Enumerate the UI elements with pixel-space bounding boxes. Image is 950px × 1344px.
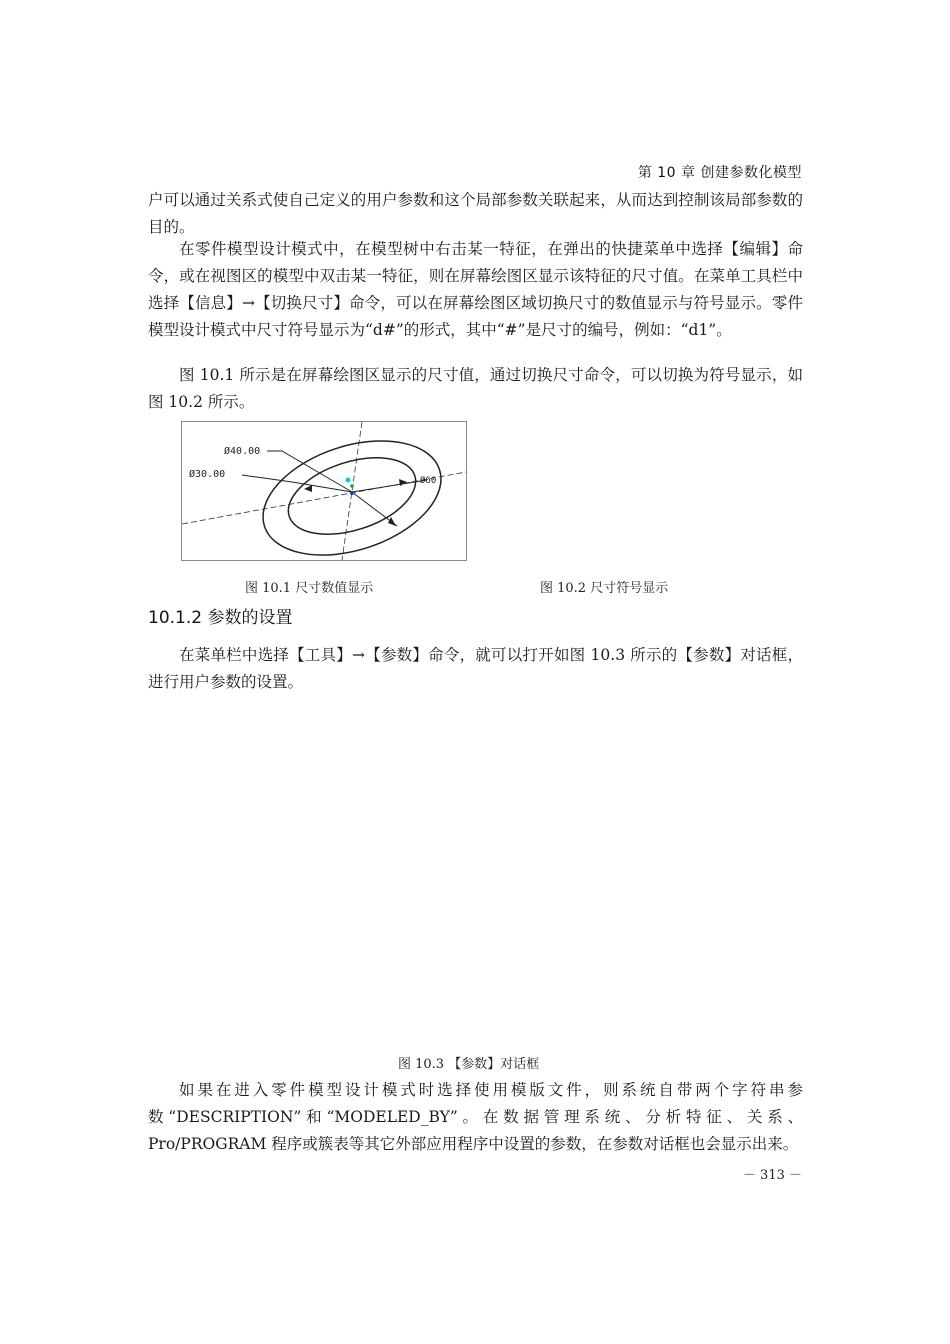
caption-figure-10-1: 图 10.1 尺寸数值显示	[245, 581, 374, 596]
arrowhead-lower	[388, 517, 396, 526]
running-head: 第 10 章 创建参数化模型	[637, 165, 802, 181]
dim-outer-label: Ø40.00	[224, 446, 261, 457]
paragraph-figure-reference: 图 10.1 所示是在屏幕绘图区显示的尺寸值，通过切换尺寸命令，可以切换为符号显示，如图 10.2 所示。	[148, 366, 803, 411]
paragraph-parameter-dialog: 在菜单栏中选择【工具】→【参数】命令，就可以打开如图 10.3 所示的【参数】对话框，进行用户参数的设置。	[148, 646, 803, 691]
paragraph-continuation: 户可以通过关系式使自己定义的用户参数和这个局部参数关联起来，从而达到控制该局部参数的目的。	[148, 191, 803, 236]
inner-dim-leader	[242, 475, 352, 492]
inner-ellipse	[279, 443, 426, 548]
center-marker-blue	[350, 491, 354, 495]
center-marker-green	[350, 484, 354, 488]
arrowhead-left	[304, 485, 312, 492]
dim-right-label: Ø60	[420, 476, 437, 486]
caption-figure-10-2: 图 10.2 尺寸符号显示	[540, 581, 669, 596]
paragraph-dimension-display: 在零件模型设计模式中，在模型树中右击某一特征，在弹出的快捷菜单中选择【编辑】命令，或在视图区的模型中双击某一特征，则在屏幕绘图区显示该特征的尺寸值。在菜单工具栏中选择【信息】→【切换尺寸】命令，可以在屏幕绘图区域切换尺寸的数值显示与符号显示。零件模型设计模式中尺寸符号显示为“d#”的形式，其中“#”是尺寸的编号，例如：“d1”。	[148, 240, 803, 339]
arrowhead-right	[399, 479, 407, 486]
paragraph-template-parameters: 如果在进入零件模型设计模式时选择使用模版文件，则系统自带两个字符串参数“DESCRIPTION”和“MODELED_BY”。在数据管理系统、分析特征、关系、Pro/PROGRAM 程序或簇表等其它外部应用程序中设置的参数，在参数对话框也会显示出来。	[148, 1081, 803, 1153]
figure-10-1-dimension-values	[181, 421, 467, 561]
dim-inner-label: Ø30.00	[189, 469, 226, 480]
page-number: － 313 －	[742, 1168, 802, 1183]
figure-10-3-blank-area	[148, 700, 803, 1040]
section-heading: 10.1.2 参数的设置	[148, 608, 293, 628]
caption-figure-10-3: 图 10.3 【参数】对话框	[398, 1057, 540, 1072]
center-marker-cyan	[346, 478, 351, 483]
outer-dim-leader	[267, 451, 352, 492]
ellipse-dimension-drawing	[182, 422, 466, 560]
